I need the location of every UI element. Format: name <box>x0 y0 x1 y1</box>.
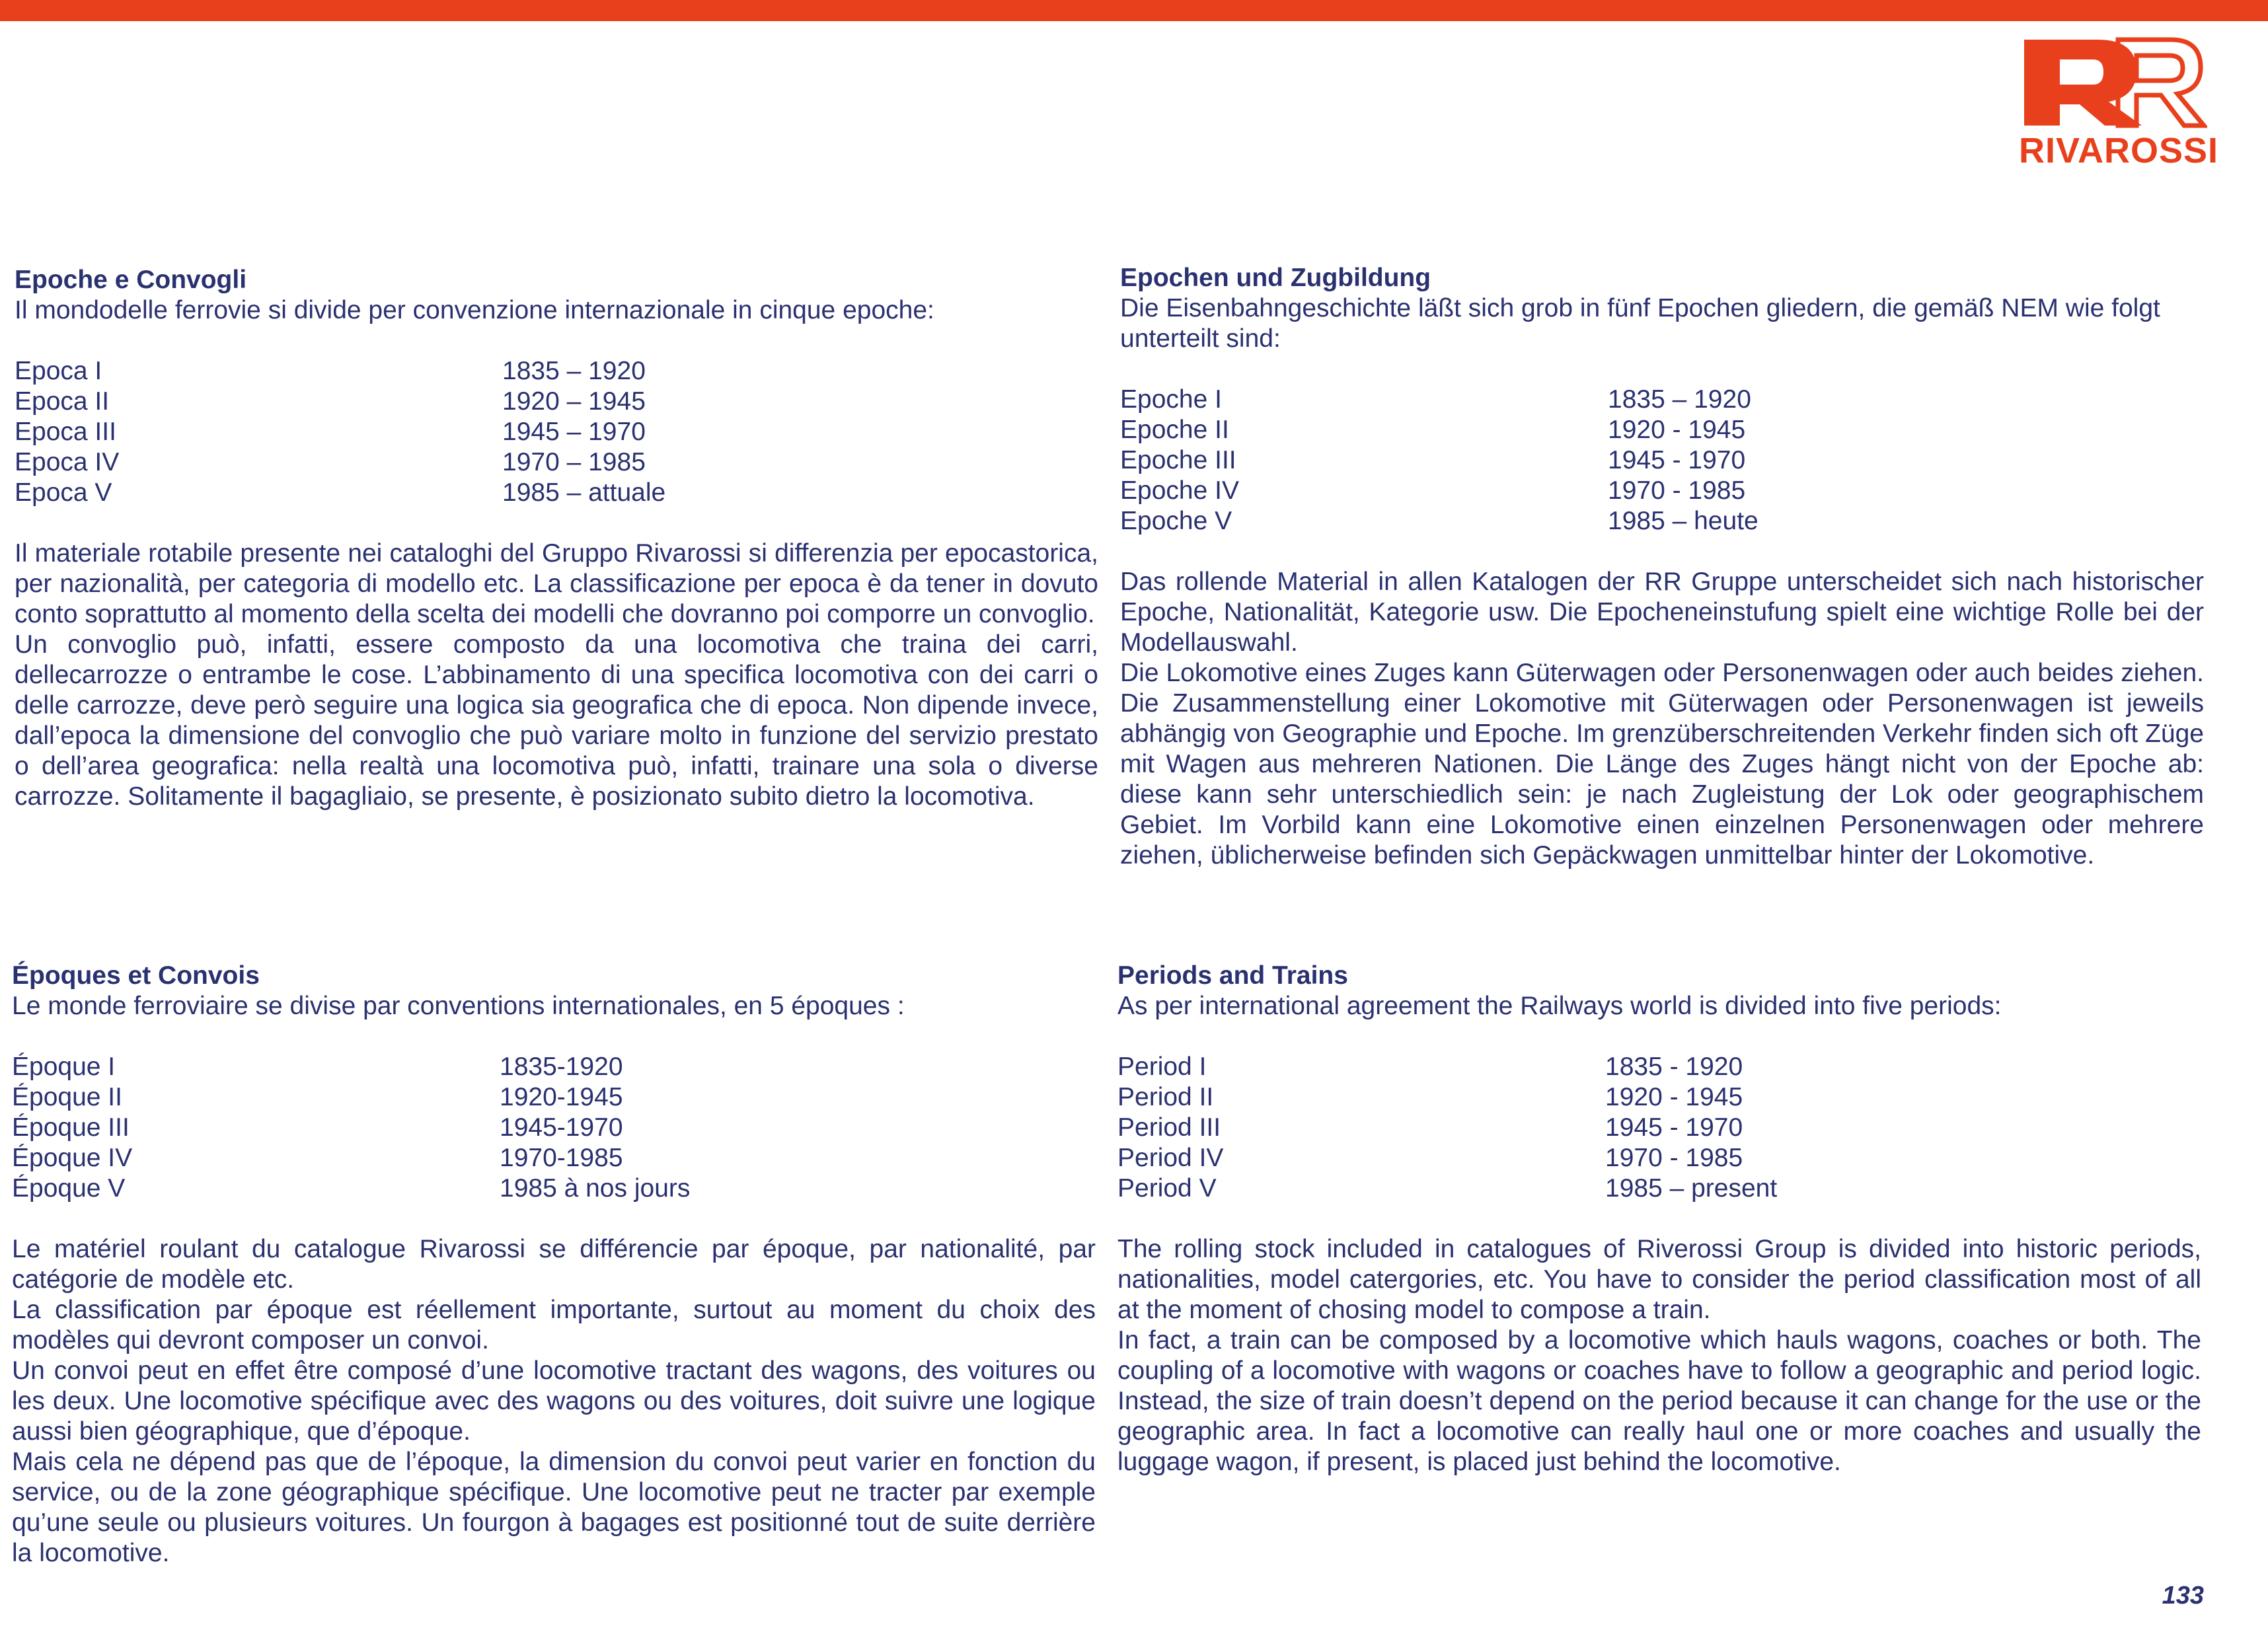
section-title: Epochen und Zugbildung <box>1120 264 1431 292</box>
period-dates: 1970 – 1985 <box>502 448 646 476</box>
period-row <box>12 1143 1096 1173</box>
period-name: Époque I <box>12 1053 116 1081</box>
period-dates: 1920 - 1945 <box>1605 1083 1743 1111</box>
section-english <box>1117 961 2201 1477</box>
period-name: Epoca V <box>15 478 112 507</box>
body-paragraph: Le matériel roulant du catalogue Rivarossi se différencie par époque, par nationalité, par catégorie de modèle etc. <box>12 1235 1096 1294</box>
period-name: Period II <box>1117 1083 1214 1111</box>
period-name: Period III <box>1117 1113 1221 1142</box>
period-name: Époque III <box>12 1113 130 1142</box>
period-name: Epoche III <box>1120 446 1236 474</box>
body-paragraph: Die Lokomotive eines Zuges kann Güterwagen oder Personenwagen oder auch beides ziehen. Die Zusammenstellung einer Lokomotive mit Güterwagen oder Personenwagen ist jeweils abhängig von Geographie und Epoche. Im grenzüberschreitenden Verkehr finden sich oft Züge mit Wagen aus mehreren Nationen. Die Länge des Zuges hängt nicht von der Epoche ab: diese kann sehr unterschiedlich sein: je nach Zugleistung der Lok oder geographischem Gebiet. Im Vorbild kann eine Lokomotive einen einzelnen Personenwagen oder mehrere ziehen, üblicherweise befinden sich Gepäckwagen unmittelbar hinter der Lokomotive. <box>1120 659 2204 870</box>
period-name: Epoche I <box>1120 385 1222 414</box>
period-row <box>1117 1173 2201 1204</box>
period-dates: 1835 - 1920 <box>1605 1053 1743 1081</box>
period-dates: 1985 – present <box>1605 1174 1778 1203</box>
period-dates: 1970 - 1985 <box>1605 1144 1743 1172</box>
period-name: Epoca II <box>15 387 110 416</box>
period-name: Period I <box>1117 1053 1207 1081</box>
period-dates: 1970 - 1985 <box>1608 476 1746 505</box>
logo-wordmark: RIVAROSSI <box>2019 131 2219 170</box>
period-dates: 1920-1945 <box>500 1083 623 1111</box>
period-list <box>12 1052 1096 1204</box>
period-dates: 1920 - 1945 <box>1608 416 1746 444</box>
body-paragraph: In fact, a train can be composed by a locomotive which hauls wagons, coaches or both. The coupling of a locomotive with wagons or coaches have to follow a geographic and period logic. Instead, the size of train doesn’t depend on the period because it can change for the use or the geographic area. In fact a locomotive can really haul one or more coaches and usually the luggage wagon, if present, is placed just behind the locomotive. <box>1117 1326 2201 1476</box>
body-paragraph: The rolling stock included in catalogues of Riverossi Group is divided into historic periods, nationalities, model catergories, etc. You have to consider the period classification most of all at the moment of chosing model to compose a train. <box>1117 1235 2201 1324</box>
period-name: Period V <box>1117 1174 1217 1203</box>
period-row <box>15 387 1098 417</box>
period-row <box>1120 385 2204 415</box>
period-name: Epoche II <box>1120 416 1229 444</box>
section-intro: As per international agreement the Railways world is divided into five periods: <box>1117 992 2002 1020</box>
section-intro: Die Eisenbahngeschichte läßt sich grob in fünf Epochen gliedern, die gemäß NEM wie folgt unterteilt sind: <box>1120 294 2160 353</box>
period-name: Epoca I <box>15 357 102 385</box>
period-name: Époque V <box>12 1174 126 1203</box>
period-dates: 1835-1920 <box>500 1053 623 1081</box>
period-name: Époque II <box>12 1083 122 1111</box>
period-name: Period IV <box>1117 1144 1224 1172</box>
period-name: Epoca IV <box>15 448 120 476</box>
body-paragraph: Un convoi peut en effet être composé d’une locomotive tractant des wagons, des voitures ou les deux. Une locomotive spécifique avec des wagons ou des voitures, doit suivre une logique aussi bien géographique, que d’époque. <box>12 1356 1096 1446</box>
period-dates: 1970-1985 <box>500 1144 623 1172</box>
body-paragraph: Un convoglio può, infatti, essere composto da una locomotiva che traina dei carri, dellecarrozze o entrambe le cose. L’abbinamento di una specifica locomotiva con dei carri o delle carrozze, deve però seguire una logica sia geografica che di epoca. Non dipende invece, dall’epoca la dimensione del convoglio che può variare molto in funzione del servizio prestato o dell’area geografica: nella realtà una locomotiva può, infatti, trainare una sola o diverse carrozze. Solitamente il bagagliaio, se presente, è posizionato subito dietro la locomotiva. <box>15 630 1098 811</box>
body-paragraph: La classification par époque est réellement importante, surtout au moment du choix des modèles qui devront composer un convoi. <box>12 1296 1096 1354</box>
period-row <box>12 1052 1096 1082</box>
period-row <box>1117 1082 2201 1113</box>
section-body <box>1117 1234 2201 1477</box>
period-row <box>15 356 1098 387</box>
period-row <box>15 447 1098 478</box>
section-title: Periods and Trains <box>1117 961 1348 990</box>
body-paragraph: Das rollende Material in allen Katalogen der RR Gruppe unterscheidet sich nach historischer Epoche, Nationalität, Kategorie usw. Die Epocheneinstufung spielt eine wichtige Rolle bei der Modellauswahl. <box>1120 568 2204 657</box>
period-row <box>12 1082 1096 1113</box>
body-paragraph: Mais cela ne dépend pas que de l’époque, la dimension du convoi peut varier en fonction du service, ou de la zone géographique spécifique. Une locomotive peut ne tracter par exemple qu’une seule ou plusieurs voitures. Un fourgon à bagages est positionné tout de suite derrière la locomotive. <box>12 1448 1096 1567</box>
section-italian <box>15 265 1098 812</box>
section-intro: Le monde ferroviaire se divise par conventions internationales, en 5 époques : <box>12 992 905 1020</box>
body-paragraph: Il materiale rotabile presente nei cataloghi del Gruppo Rivarossi si differenzia per epocastorica, per nazionalità, per categoria di modello etc. La classificazione per epoca è da tener in dovuto conto soprattutto al momento della scelta dei modelli che dovranno poi comporre un convoglio. <box>15 539 1098 628</box>
period-row <box>1117 1052 2201 1082</box>
period-dates: 1945 – 1970 <box>502 418 646 446</box>
period-dates: 1945 - 1970 <box>1608 446 1746 474</box>
period-name: Epoche V <box>1120 507 1232 535</box>
rivarossi-logo <box>2019 33 2219 170</box>
period-list <box>15 356 1098 508</box>
period-row <box>12 1173 1096 1204</box>
period-dates: 1945 - 1970 <box>1605 1113 1743 1142</box>
period-name: Époque IV <box>12 1144 133 1172</box>
section-body <box>12 1234 1096 1569</box>
section-intro: Il mondodelle ferrovie si divide per convenzione internazionale in cinque epoche: <box>15 296 934 324</box>
period-dates: 1945-1970 <box>500 1113 623 1142</box>
period-dates: 1920 – 1945 <box>502 387 646 416</box>
section-body <box>1120 567 2204 871</box>
period-row <box>12 1113 1096 1143</box>
period-dates: 1985 – heute <box>1608 507 1758 535</box>
period-row <box>1120 476 2204 506</box>
period-row <box>1120 445 2204 476</box>
section-french <box>12 961 1096 1569</box>
rr-logo-mark-icon <box>2019 33 2207 132</box>
section-body <box>15 538 1098 812</box>
section-title: Époques et Convois <box>12 961 260 990</box>
period-row <box>15 478 1098 508</box>
period-row <box>1120 415 2204 445</box>
period-row <box>15 417 1098 447</box>
period-name: Epoche IV <box>1120 476 1239 505</box>
period-name: Epoca III <box>15 418 116 446</box>
section-title: Epoche e Convogli <box>15 266 247 294</box>
page-number: 133 <box>2162 1582 2204 1610</box>
period-list <box>1117 1052 2201 1204</box>
period-row <box>1117 1113 2201 1143</box>
period-dates: 1985 à nos jours <box>500 1174 691 1203</box>
period-dates: 1985 – attuale <box>502 478 666 507</box>
section-german <box>1120 263 2204 871</box>
period-dates: 1835 – 1920 <box>1608 385 1751 414</box>
period-row <box>1120 506 2204 537</box>
period-dates: 1835 – 1920 <box>502 357 646 385</box>
period-list <box>1120 385 2204 537</box>
top-red-bar <box>0 0 2268 21</box>
period-row <box>1117 1143 2201 1173</box>
